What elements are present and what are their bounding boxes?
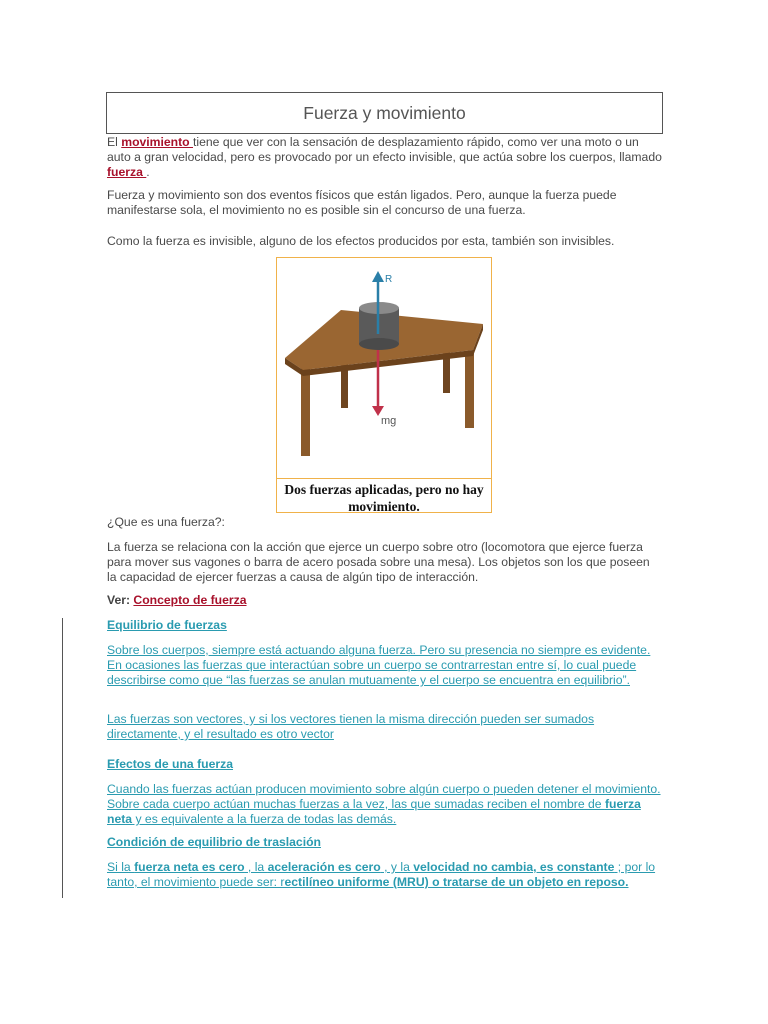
answer-paragraph: La fuerza se relaciona con la acción que ejerce un cuerpo sobre otro (locomotora que ejerce fuerza para mover sus vagones o barra de acero posada sobre una mesa). Los objetos son los que poseen la capacidad de ejercer fuerzas a causa de algún tipo de interacción.: [107, 540, 650, 584]
fuerza-neta-term: fuerza neta: [107, 797, 641, 826]
efectos-paragraph[interactable]: [107, 782, 662, 827]
margin-rule: [62, 618, 63, 898]
ver-line: [107, 593, 662, 608]
condicion-heading-link[interactable]: Condición de equilibrio de traslación: [107, 835, 321, 849]
table-illustration: [277, 258, 491, 476]
movimiento-link[interactable]: movimiento: [121, 135, 194, 149]
condicion-paragraph[interactable]: [107, 860, 662, 890]
intro-paragraph-1: [107, 135, 662, 180]
equilibrio-paragraph-1[interactable]: Sobre los cuerpos, siempre está actuando alguna fuerza. Pero su presencia no siempre es evidente. En ocasiones las fuerzas que interactúan sobre un cuerpo se contrarrestan entre sí, lo cual puede describirse como que “las fuerzas se anulan mutuamente y el cuerpo se encuentra en equilibrio”.: [107, 643, 651, 687]
mg-label: mg: [381, 415, 397, 427]
intro-text-b: tiene que ver con la sensación de desplazamiento rápido, como ver una moto o un auto a gran velocidad, pero es provocado por un efecto invisible, que actúa sobre los cuerpos, llamado: [107, 135, 662, 164]
r-arrowhead: [372, 271, 384, 282]
mru-term: ectilíneo uniforme (MRU) o tratarse de un objeto en reposo.: [284, 875, 629, 889]
efectos-heading: [107, 757, 662, 772]
intro-paragraph-3: Como la fuerza es invisible, alguno de los efectos producidos por esta, también son invisibles.: [107, 234, 615, 248]
question-text: ¿Que es una fuerza?:: [107, 515, 225, 529]
velocidad-constante-term: velocidad no cambia, es constante: [413, 860, 615, 874]
table-leg-front-left: [301, 366, 310, 456]
efectos-text-a: Cuando las fuerzas actúan producen movimiento sobre algún cuerpo o pueden detener el movimiento. Sobre cada cuerpo actúan muchas fuerzas a la vez, las que sumadas reciben el nombre de: [107, 782, 661, 811]
efectos-heading-link[interactable]: Efectos de una fuerza: [107, 757, 233, 771]
intro-text-c: .: [146, 165, 150, 179]
cond-text-d: , y la: [380, 860, 414, 874]
page-title: Fuerza y movimiento: [106, 92, 663, 134]
figure-caption: Dos fuerzas aplicadas, pero no hay movimiento.: [277, 478, 491, 515]
r-label: R: [385, 274, 393, 285]
table-force-figure: [276, 257, 492, 513]
fuerza-neta-cero-term: fuerza neta es cero: [134, 860, 245, 874]
efectos-text-b: y es equivalente a la fuerza de todas las demás.: [132, 812, 397, 826]
ver-label: Ver:: [107, 593, 134, 607]
condicion-heading: [107, 835, 662, 850]
equilibrio-heading-link[interactable]: Equilibrio de fuerzas: [107, 618, 227, 632]
cond-text-a: Si la: [107, 860, 135, 874]
table-leg-front-right: [465, 353, 474, 428]
intro-paragraph-2: Fuerza y movimiento son dos eventos físicos que están ligados. Pero, aunque la fuerza puede manifestarse sola, el movimiento no es posible sin el concurso de una fuerza.: [107, 188, 617, 217]
equilibrio-paragraph-2[interactable]: Las fuerzas son vectores, y si los vectores tienen la misma dirección pueden ser sumados directamente, y el resultado es otro vector: [107, 712, 595, 741]
intro-text-a: El: [107, 135, 122, 149]
cond-text-c: , la: [244, 860, 268, 874]
fuerza-link[interactable]: fuerza: [107, 165, 147, 179]
cond-text-e: ; por lo tanto, el movimiento puede ser: r: [107, 860, 656, 889]
equilibrio-heading: [107, 618, 662, 633]
concepto-de-fuerza-link[interactable]: Concepto de fuerza: [133, 593, 247, 607]
aceleracion-cero-term: aceleración es cero: [267, 860, 381, 874]
